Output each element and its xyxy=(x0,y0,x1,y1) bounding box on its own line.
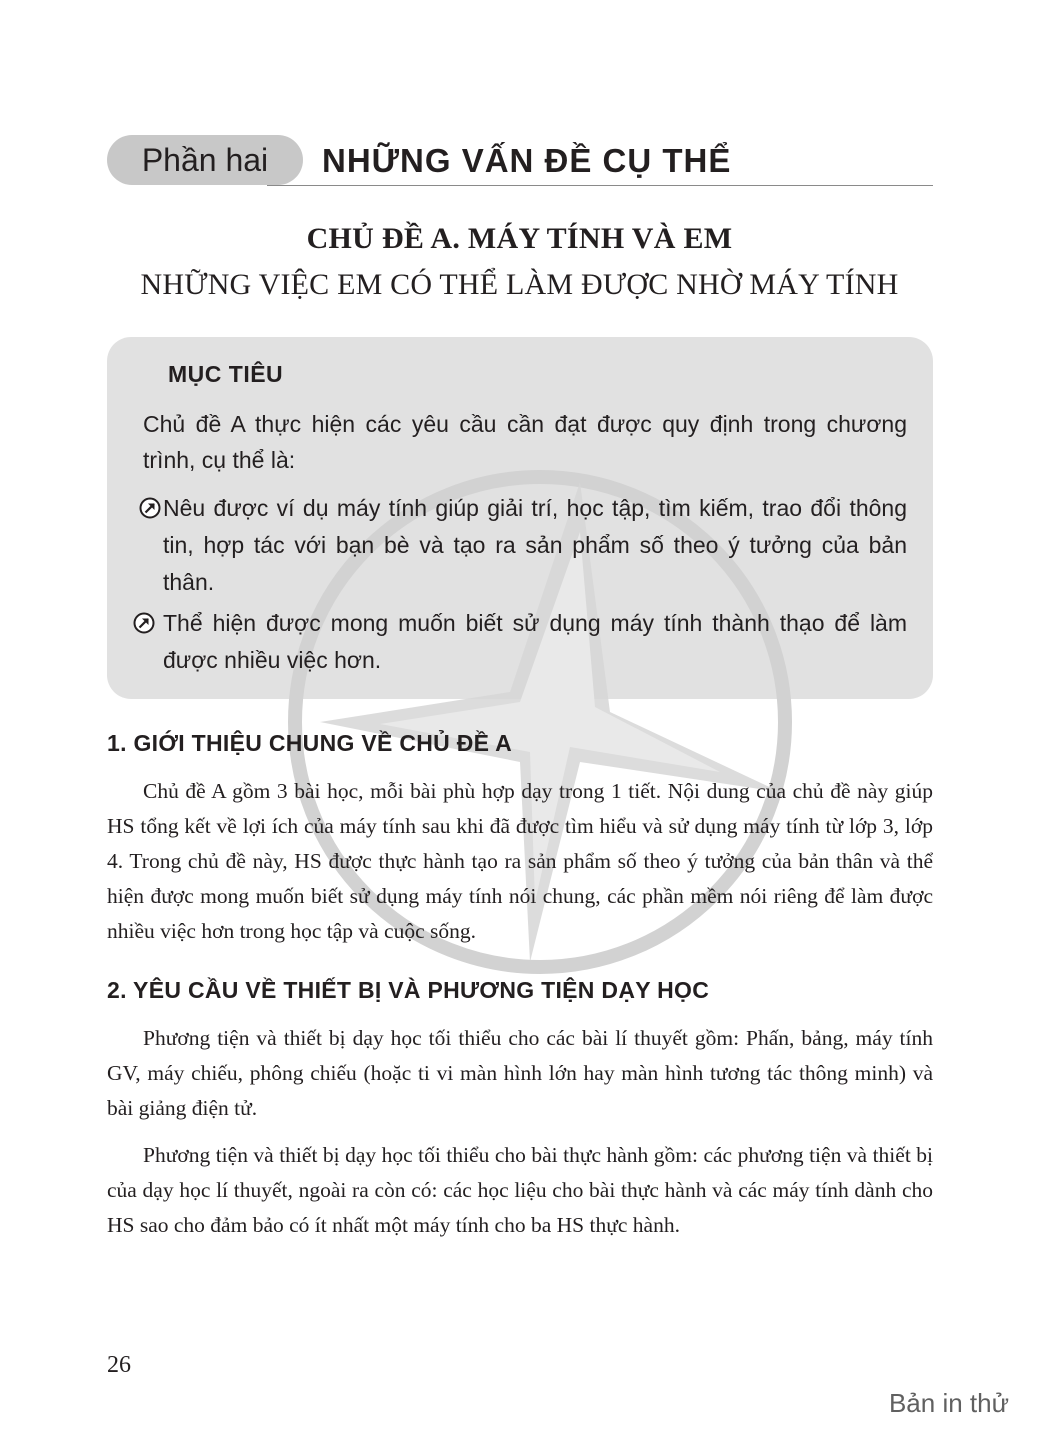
part-header xyxy=(107,135,933,187)
objective-item: Thể hiện được mong muốn biết sử dụng máy tính thành thạo để làm được nhiều việc hơn. xyxy=(163,610,907,673)
arrow-circle-icon xyxy=(133,612,155,634)
part-title: NHỮNG VẤN ĐỀ CỤ THỂ xyxy=(322,142,732,179)
section-heading: 1. GIỚI THIỆU CHUNG VỀ CHỦ ĐỀ A xyxy=(107,730,513,756)
header-rule xyxy=(267,185,933,186)
section-paragraph: Phương tiện và thiết bị dạy học tối thiểu cho các bài lí thuyết gồm: Phấn, bảng, máy tính GV, máy chiếu, phông chiếu (hoặc ti vi màn hình lớn hay màn hình tương tác thông minh) và bài giảng điện tử. xyxy=(107,1026,933,1120)
part-label: Phần hai xyxy=(107,135,303,185)
page-number: 26 xyxy=(107,1352,131,1378)
objective-intro: Chủ đề A thực hiện các yêu cầu cần đạt được quy định trong chương trình, cụ thể là: xyxy=(143,411,907,473)
topic-title: CHỦ ĐỀ A. MÁY TÍNH VÀ EM xyxy=(306,222,733,255)
objective-item: Nêu được ví dụ máy tính giúp giải trí, học tập, tìm kiếm, trao đổi thông tin, hợp tác với bạn bè và tạo ra sản phẩm số theo ý tưởng của bản thân. xyxy=(163,495,907,595)
arrow-circle-icon xyxy=(139,497,161,519)
section-heading: 2. YÊU CẦU VỀ THIẾT BỊ VÀ PHƯƠNG TIỆN DẠY HỌC xyxy=(107,977,710,1003)
objective-heading: MỤC TIÊU xyxy=(168,361,284,387)
topic-subtitle: NHỮNG VIỆC EM CÓ THỂ LÀM ĐƯỢC NHỜ MÁY TÍNH xyxy=(140,268,899,301)
section-paragraph: Chủ đề A gồm 3 bài học, mỗi bài phù hợp dạy trong 1 tiết. Nội dung của chủ đề này giúp HS tổng kết về lợi ích của máy tính sau khi đã được tìm hiểu và sử dụng máy tính từ lớp 3, lớp 4. Trong chủ đề này, HS được thực hành tạo ra sản phẩm số theo ý tưởng của bản thân và thể hiện được mong muốn biết sử dụng máy tính nói chung, các phần mềm nói riêng để làm được nhiều việc hơn trong học tập và cuộc sống. xyxy=(107,779,933,943)
section-paragraph: Phương tiện và thiết bị dạy học tối thiểu cho bài thực hành gồm: các phương tiện và thiết bị của dạy học lí thuyết, ngoài ra còn có: các học liệu cho bài thực hành và các máy tính dành cho HS sao cho đảm bảo có ít nhất một máy tính cho ba HS thực hành. xyxy=(107,1143,933,1237)
draft-label: Bản in thử xyxy=(888,1388,1009,1418)
